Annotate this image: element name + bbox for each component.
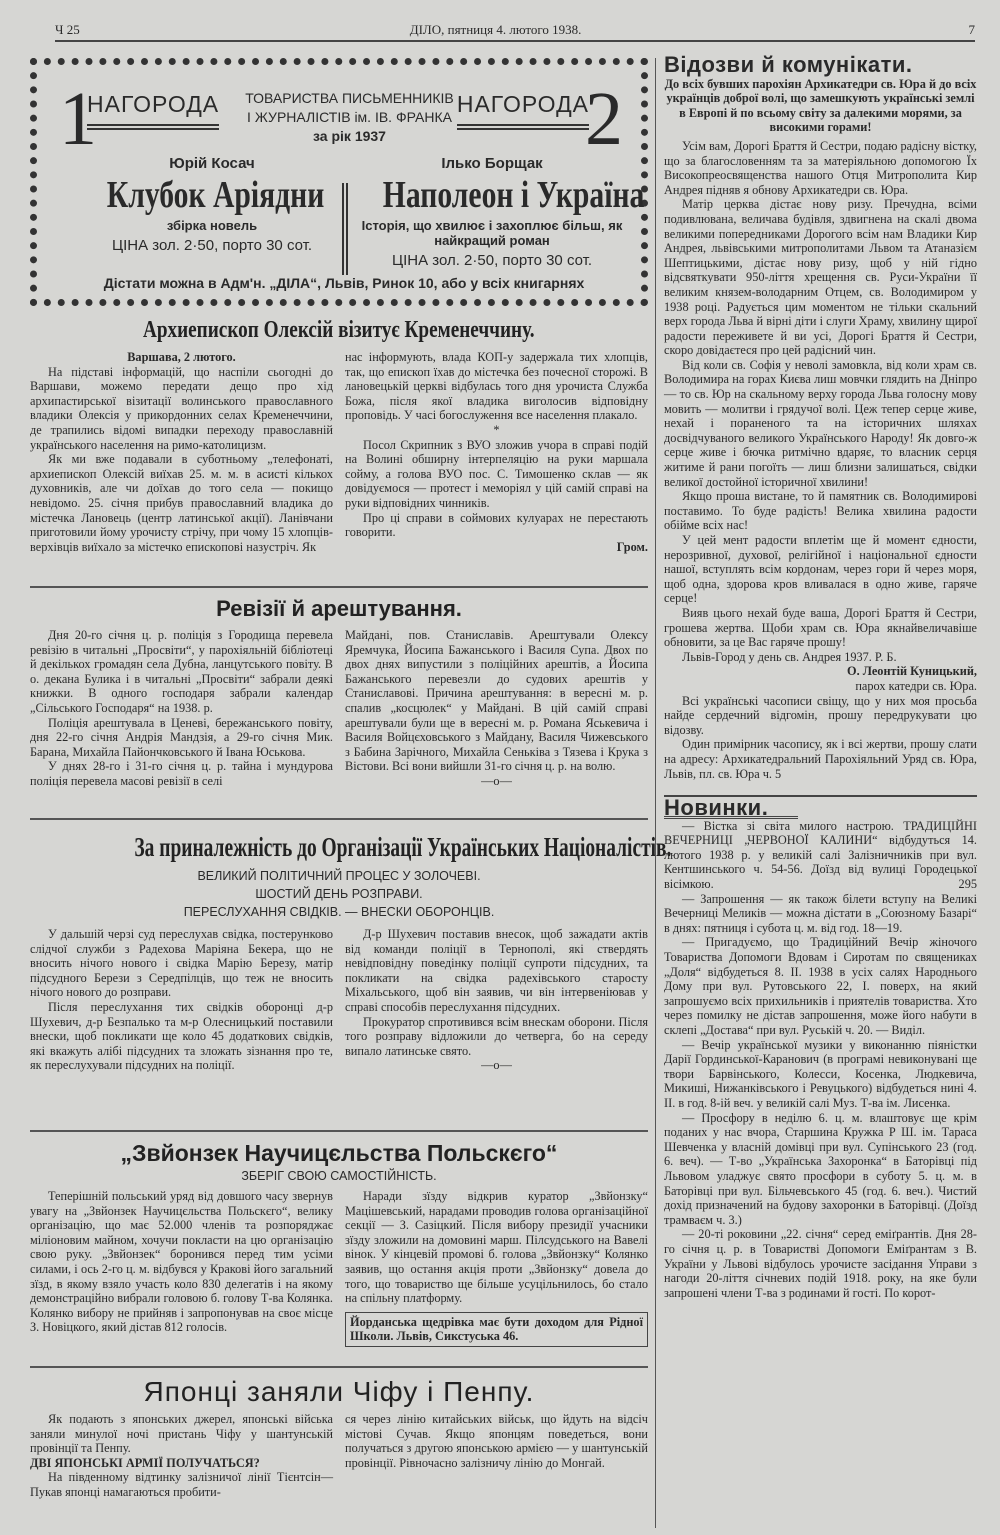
article-title: „Звйонзек Научицєльства Польскєго“ [120,1140,558,1166]
paragraph: Як ми вже подавали в суботньому „телефонаті, архиепископ Олексій виїхав 25. м. м. в асисті кількох духовників, але чи доїхав до того села — покищо невідомо. 25. січня прибув православний владика до містечка Лановець (центр латинської акції). Ланівчани приготовили йому урочисту стрічу, при чому 15 хлопців-верхівців виїхало за містечко епископові назустріч. Як [30,452,333,554]
paragraph: Якщо проша вистане, то й памятник св. Володимирові поставимо. То буде радість! Велика хвилина радости обійме всіх нас! [664,489,977,533]
news-item: — Вечір української музики у виконанню піяністки Дарії Гординської-Каранович (в програмі невиконувані ще твори Барвінського, Колесси, Косенка, Людкевича, Микиші, Нижанківського і Ревуцького) відбудеться нині 4. II. в год. 8-ій веч. у великій салі Муз. Т-ва ім. Лисенка. [664,1037,977,1110]
book-prize-advertisement [30,58,648,306]
article-japanese-capture [30,1368,648,1506]
page-code: Ч 25 [55,22,80,37]
book-price: ЦІНА зол. 2·50, порто 30 сот. [391,252,593,269]
ad-number: 295 [958,877,977,892]
book-author: Ілько Борщак [441,155,543,172]
paragraph: На підставі інформацій, що наспіли сьогодні до Варшави, можемо передати дещо про хід архипастирської візитації волинського православного владики Олексія у прикордонних селах Кременеччини, де трапились відомі випадки переходу православній українського населення на римо-католицизм. [30,364,333,452]
paragraph: У дальшій черзі суд переслухав свідка, постерунково слідчої служби з Радехова Маріяна Бекера, що не вносить нічого нового і свідка Марію Березу, матір підсудного Берези з Середпілців, що теж не вносить нічого нового до розправи. [30,927,333,1000]
end-mark: —о— [481,1058,512,1073]
signature: Гром. [616,539,648,554]
paragraph: Майдані, пов. Станиславів. Арештували Олексу Яремчука, Йосипа Бажанського і Василя Супа. Двох по двох днях випустили з поліційних арештів, а Йосипа Бажанського перевезли до судових арештів у Станиславові. Причина арештування: в вересні м. р. спалив „косцюлек“ у Майдані. В цій самій справі арештували були ще в вересні м. р. Романа Яськевича і Василя Войцєховського з Майдану, Василя Чижевського з Бабина Зарічного, Михайла Сеньківа з Тязева і Крука з Вістови. Всі вони вийшли 31-го січня ц. р. на волю. [345,628,648,774]
prize-label-2: НАГОРОДА [457,91,589,130]
article-searches-arrests [30,588,648,820]
paragraph: Матір церква дістає нову ризу. Пречудна, всіми подивлювана, величава будівля, здвигнена на скалі двома великими попередниками Дорогого всім нам Владики Кир Андрея, львівськими митрополитами Львом та Атаназієм Шептицькими, дістає нову ризу, щоб у ній гідно відсвяткувати 950-ліття хрещення св. Руси-України її великим князем-володарним Отцем, св. Володимиром у 1938 році. Радується цим моментом не тільки скальний верх города Льва й вірні діти і слуги Храму, хвилину щирої радости переживете й ви усі, Дорогі Браття й Сестри, скоро довідаєтеся про цей радісний чин. [664,197,977,358]
book-subtitle: Історія, що хвилює і захоплює більш, як найкращий роман [361,218,623,248]
prize-year: за рік 1937 [313,128,386,144]
paragraph: Один примірник часопису, як і всі жертви, прошу слати на адресу: Архикатедральний Парохіяльний Уряд св. Юра, Львів, пл. св. Юра ч. 5 [664,737,977,781]
book-1 [77,155,347,254]
book-2 [352,155,645,269]
paragraph: У днях 28-го і 31-го січня ц. р. тайна і мундурова поліція перевела масові ревізії в селі [30,759,333,788]
prize-number-2: 2 [585,77,623,161]
paragraph: Д-р Шухевич поставив внесок, щоб зажадати актів від команди поліції в Тернополі, які ствердять невідповідну поведінку поліції супроти підсудних, та покликати на свідка радехівського старосту Міхальського, щоб він заявив, чи він інтервеніював у справі способів переслухання підсудних. [345,927,648,1014]
appeal-lead: До всіх бувших парохіян Архикатедри св. Юра й до всіх українців доброї волі, що замешкують українські землі в Европі й по всьому світу за далекими морями, за високими горами! [664,76,977,135]
paragraph: У цей мент радости вплетім ще й момент єдности, нерозривної, духової, релігійної і національної єдности нашої, вступлять всім кордонам, через гори й через моря, щоб одна, здорова кров вливалася в одно живе, гаряче серце! [664,533,977,606]
book-price: ЦІНА зол. 2·50, порто 30 сот. [111,237,313,254]
article-title: Японці заняли Чіфу і Пенпу. [143,1376,535,1407]
paragraph: Львів-Город у день св. Андрея 1937. Р. Б. [682,649,897,664]
left-area [30,58,672,1506]
paragraph: Поліція арештувала в Ценеві, бережанського повіту, дня 22-го січня Андрія Мандзія, а 29-го січня Мик. Барана, Михайла Пайончковського й Івана Юськова. [30,715,333,759]
paragraph: На південному відтинку залізничої лінії Тієнтсін—Пукав японці намагаються пробити- [30,1470,333,1499]
paragraph: Наради зїзду відкрив куратор „Звйонзку“ Мацішевський, нарадами проводив голова організаційної секції — З. Сазіцкий. Після вибору президії учасники зїзду зложили на домовині марш. Пілсудського на Вавелі вінок. У кінцевій промові б. голова „Звйонзку“ Колянко заявив, що остання акція проти „Звйонзку“ довела до того, що товариство ще більше усуцільнилось, бо стало на спільну платформу. [345,1189,648,1306]
book-author: Юрій Косач [169,155,255,172]
paragraph: Після переслухання тих свідків оборонці д-р Шухевич, д-р Безпалько та м-р Олесницький поставили внески, щоб покликати ще коло 45 додаткових свідків, які вкажуть алібі підсудних та зложать зізнання про те, як переслухували підсудних на поліції. [30,999,333,1073]
subheading: ЗБЕРІГ СВОЮ САМОСТІЙНІСТЬ. [241,1169,437,1183]
separator-star: * [493,422,500,437]
society-name [227,89,472,146]
section-heading: Відозви й комунікати. [664,52,913,77]
divider [342,183,348,275]
subheading: ДВІ ЯПОНСЬКІ АРМІЇ ПОЛУЧАТЬСЯ? [30,1455,260,1470]
right-column [655,52,977,1528]
article-title [30,832,672,863]
book-subtitle: збірка новель [166,218,258,233]
paragraph: Посол Скрипник з ВУО зложив учора в справі подій на Волині обширну інтерпеляцію на руки маршала сойму, а голова ВУО пос. С. Тимошенко склав — як довідуємося — протест і меморіял у цій самій справі на руки відповідних чинників. [345,437,648,510]
news-item [664,819,977,892]
paragraph: Теперішній польський уряд від довшого часу звернув увагу на „Звйонзек Научицєльства Польскєго“, велику організацію, що має 52.000 членів та розпоряджає міліоновим майном, хочучи покласти на цю організацію свою руку. „Звйонзек“ боронився перед тим усіми силами, і ось 2-го ц. м. відбувся у Кракові його загальний зїзд, в якому взяло участь коло 830 делегатів і на якому демонстраційно вибрали головою б. голову Т-ва Колянка. Колянко вибору не прийняв і запропонував на своє місце З. Новіцкого, який дістав 812 голосів. [30,1189,333,1335]
title-text: Архиепископ Олексій візитує Кременеччину. [143,317,535,343]
paragraph: ся через лінію китайських військ, що йдуть на відсіч містові Сучав. Якщо японцям поведеться, вони получаться з другою японською армією — у шантунській провінції. Рівночасно залізничу лінію до Монгай. [345,1412,648,1470]
society-line-1: ТОВАРИСТВА ПИСЬМЕННИКІВ [245,90,454,106]
article-oun-trial [30,820,672,1132]
masthead: ДІЛО, [409,22,445,37]
boxed-notice: Йорданська щедрівка має бути доходом для Рідної Школи. Львів, Сикстуська 46. [345,1312,648,1347]
paragraph: Від коли св. Софія у неволі замовкла, від коли храм св. Володимира на горах Києва лиш мовчки глядить на Дніпро — то св. Юр на скальному верху города Льва голосну мову мовить — молитви і грядучої волі. Цеж тепер серце живе, нехай і пораненого та на історичних шляхах досвідчуваного великого Українського Народу! Як довго-ж серце живе і бючка ритмічно вдаряє, то власник серця житиме й рани погоїть — лиш близни залишаться, свідки великої достойної історичної хвилини! [664,357,977,489]
prize-label-1: НАГОРОДА [87,91,219,130]
article-polish-teachers-union [30,1132,648,1368]
subheading: ВЕЛИКИЙ ПОЛІТИЧНИЙ ПРОЦЕС У ЗОЛОЧЕВІ. [197,869,481,883]
paragraph: Про ці справи в соймових кулуарах не перестають говорити. [345,510,648,540]
paragraph: Вияв цього нехай буде ваша, Дорогі Браття й Сестри, грошева жертва. Щоби храм св. Юра якнайвеличавіше обновити, за це Вас гаряче прошу! [664,605,977,650]
prize-number-1: 1 [59,77,97,161]
signature: О. Леонтій Куницький, [847,664,977,679]
subheading: ШОСТИЙ ДЕНЬ РОЗПРАВИ. [255,887,423,901]
society-line-2: І ЖУРНАЛІСТІВ ім. ІВ. ФРАНКА [247,109,452,125]
masthead-line [410,22,582,40]
paragraph: Як подають з японських джерел, японські війська заняли минулої ночі пристань Чіфу у шантунській провінції та Пенпу. [30,1412,333,1456]
news-item: — Просфору в неділю 6. ц. м. влаштовує ще крім поданих у нас вчора, Старшина Кружка Р Ш. ім. Тараса Шевченка у власній домівці при вул. Супінського 23 (год. 6. веч). — Т-во „Українська Захоронка“ в Баторівці під Львовом уладжує свято просфори в суботу 5. ц. м. в Баторівці при вул. Більчевського 45 (год. 6. веч.). Чистий дохід призначений на будову захоронки в Баторівці. (Доїзд трамваєм ч. 3.) [664,1110,977,1227]
subheading: ПЕРЕСЛУХАННЯ СВІДКІВ. — ВНЕСКИ ОБОРОНЦІВ. [183,905,495,919]
news-text: — Вістка зі світа милого настрою. ТРАДИЦІЙНІ ВЕЧЕРНИЦІ „ЧЕРВОНОЇ КАЛИНИ“ відбудуться 14. лютого 1938 р. у великій салі Залізничників при вул. Кентшинського ч. 54-56. Доїзд від вулиці Городецької вісімкою. [664,818,977,892]
news-item: — Запрошення — як також білети вступу на Великі Вечерниці Меликів — можна дістати в „Союзному Базарі“ в днях: пятниця і субота ц. м. від год. 18—19. [664,891,977,935]
news-item: — 20-ті роковини „22. січня“ серед еміґрантів. Дня 28-го січня ц. р. в Товаристві Допомоги Еміґрантам з В. України у Львові відбулось урочисте засідання Управи з нагоди 20-ліття січневих подій 1918. року, на яке були запрошені члени Т-ва з родинами й гості. По корот- [664,1227,977,1300]
article-archbishop [30,306,648,588]
title-text: За приналежність до Організації Українських Націоналістів. [134,832,672,862]
article-title [30,316,648,344]
section-heading: Новинки. [664,801,798,819]
issue-date: пятниця 4. лютого 1938. [447,22,582,37]
page-header [55,22,975,42]
dateline: Варшава, 2 лютого. [127,350,236,364]
paragraph: Усім вам, Дорогі Браття й Сестри, подаю радісну вістку, що за благословенням та за матеріяльною допомогою Їх Високопреосвященства нашого Отця Митрополита Кир Андрея підняв я обнову Архикатедри св. Юра. [664,138,977,197]
signature-title: парох катедри св. Юра. [855,678,977,693]
article-title: Ревізії й арештування. [216,596,462,621]
paragraph: Всі українські часописи свіщу, що у них моя просьба найде сердечний відгомін, прошу передрукувати цю відозву. [664,693,977,737]
book-title: Клубок Аріядни [106,174,325,216]
paragraph: Прокуратор спротивився всім внескам оборони. Після того розправу відложили до четверга, бо на середу випало латинське свято. [345,1014,648,1058]
book-title: Наполеон і Україна [382,174,645,216]
ad-where-to-buy: Дістати можна в Адм'н. „ДІЛА“, Львів, Ринок 10, або у всіх книгарнях [103,275,585,291]
paragraph: нас інформують, влада КОП-у задержала тих хлопців, так, що епископ їхав до містечка без почесної сторожі. В лановецькій церкві відбулась того дня урочиста Служба Божа, після якої владика виголосив відповідну проповідь. У часі богослуження все населення плакало. [345,350,648,423]
end-mark: —о— [481,773,512,788]
paragraph: Дня 20-го січня ц. р. поліція з Городища перевела ревізію в читальні „Просвіти“, у парохіяльній бібліотеці й декількох громадян села Дубна, ланцутського повіту. В о. декана Булика і в читальні „Просвіти“ забрали деякі книжки. В одного господаря забрали календар „Сільського Господаря“ на 1938. р. [30,628,333,715]
page-number: 7 [968,22,975,37]
news-item: — Пригадуємо, що Традиційний Вечір жіночого Товариства Допомоги Вдовам і Сиротам по священиках „Доля“ відбудеться 8. II. 1938 в усіх салях Народнього Дому при вул. Рутовського 22, I. поверх, на який запрошуємо всіх прихильників і приятелів товариства. Хто через помилку не дістав запрошення, може його набути в склепі „Достава“ при вул. Руській ч. 20. — Виділ. [664,935,977,1037]
